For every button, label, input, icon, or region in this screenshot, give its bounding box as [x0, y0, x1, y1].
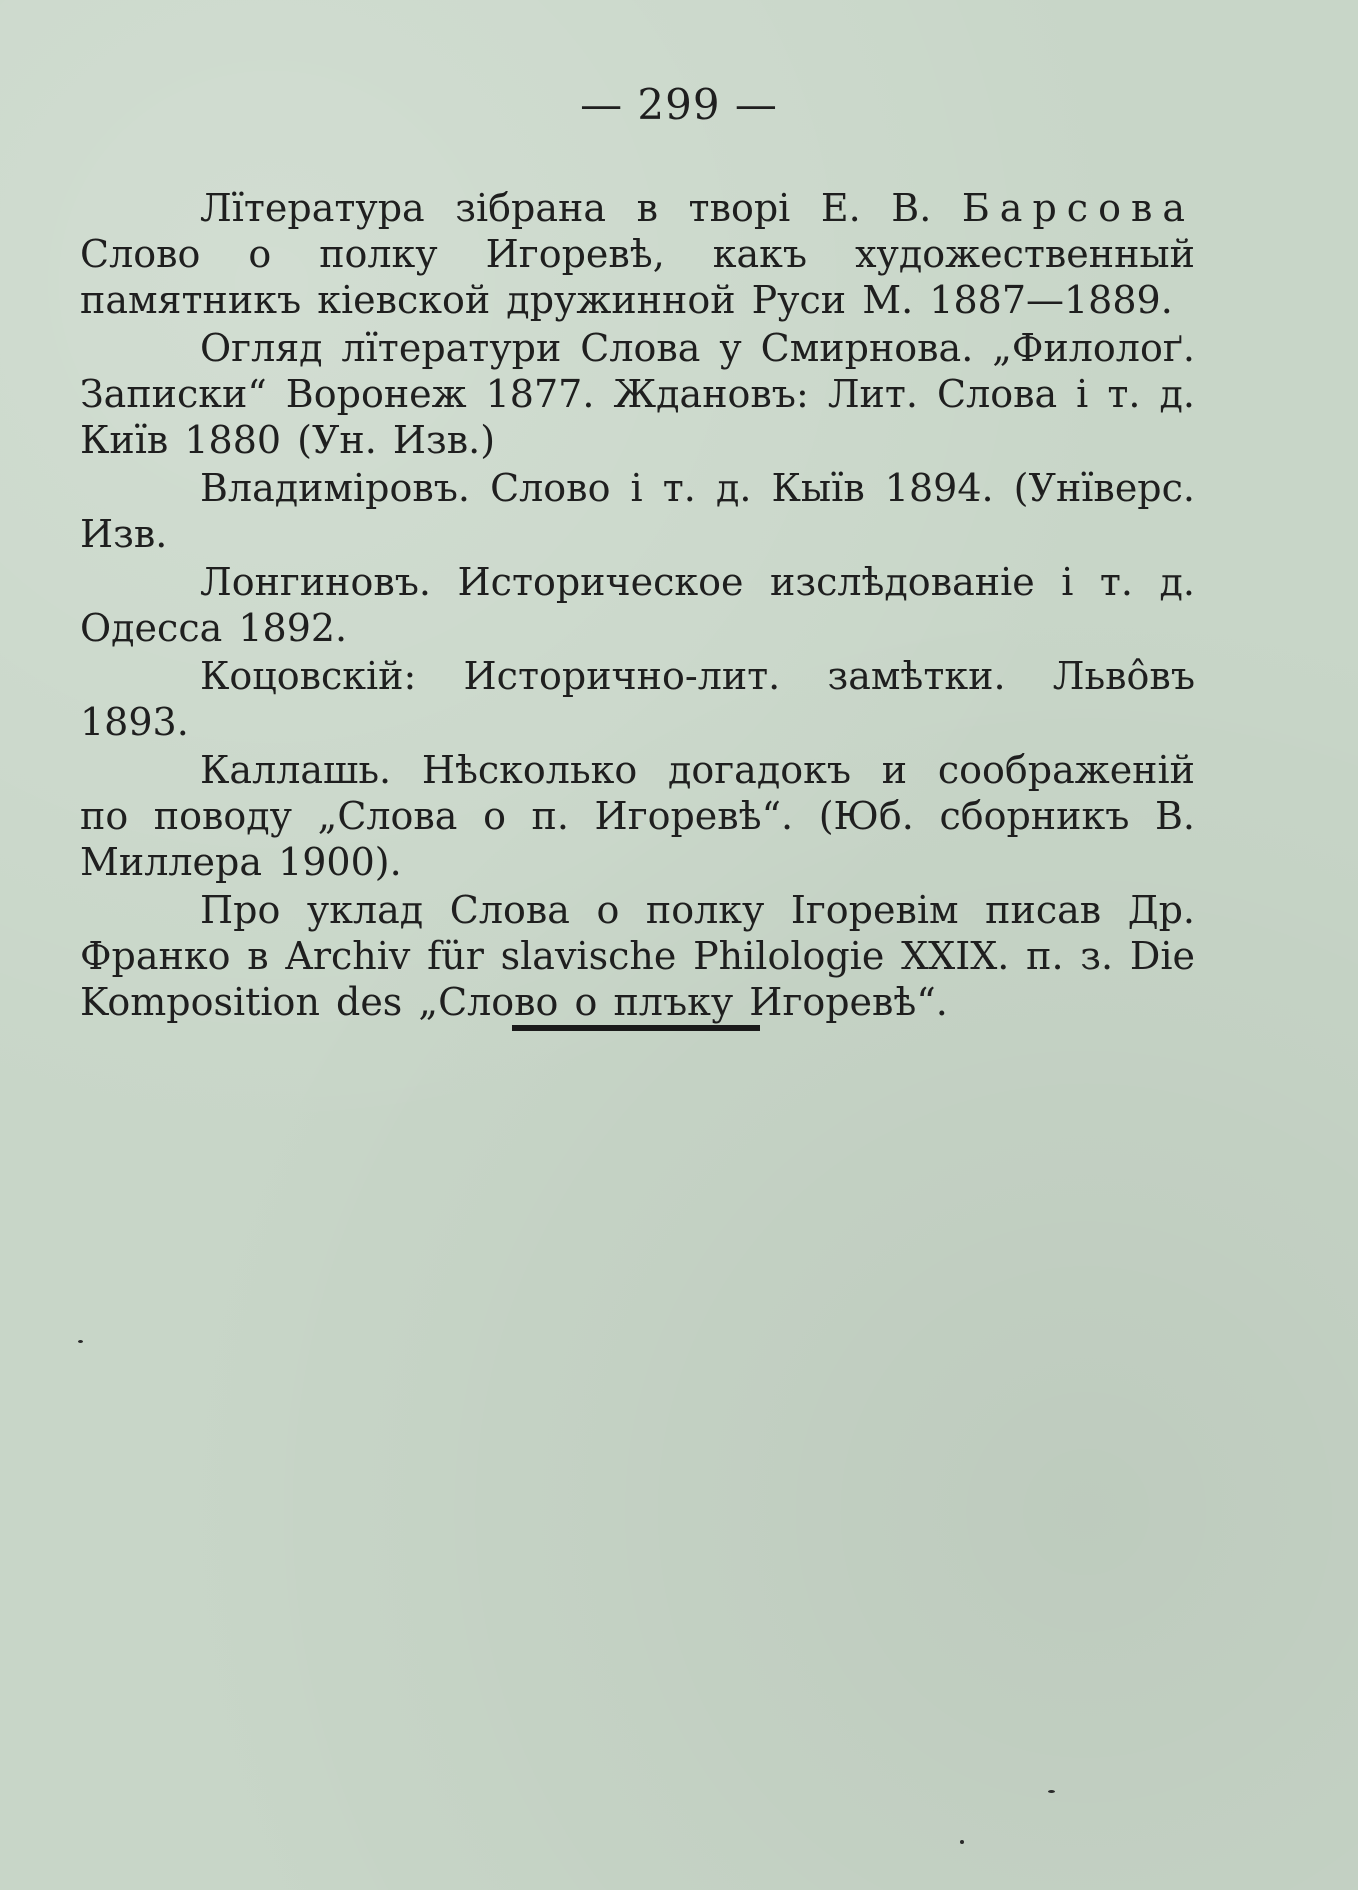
paper-speck	[78, 1340, 83, 1343]
page-number: — 299 —	[580, 80, 778, 129]
section-end-rule	[512, 1025, 760, 1031]
paragraph-longinov: Лонгиновъ. Историческое изслѣдованіе і т. д. Одесса 1892.	[80, 560, 1195, 650]
paragraph-vladimirov: Владиміровъ. Слово і т. д. Кыїв 1894. (Унїверс. Изв.	[80, 466, 1195, 556]
bibliography-text	[80, 185, 1195, 1027]
paragraph-barsov-part-b: Слово о полку Игоревѣ, какъ художественный памятникъ кіевской дружинной Руси М. 1887—1889.	[80, 232, 1195, 322]
paragraph-kotsovsky: Коцовскій: Исторично-лит. замѣтки. Львôвъ 1893.	[80, 654, 1195, 744]
author-name-barsov: Барсова	[961, 186, 1195, 230]
paper-speck	[1048, 1790, 1055, 1793]
paragraph-franko: Про уклад Слова о полку Ігоревім писав Др. Франко в Archiv für slavische Philologie XXIX. п. з. Die Komposition des „Слово о плъку Игоревѣ“.	[80, 888, 1195, 1024]
paragraph-barsov-part-a: Лїтература зібрана в творі Е. В.	[200, 186, 962, 230]
paragraph-kallash: Каллашь. Нѣсколько догадокъ и соображеній по поводу „Слова о п. Игоревѣ“. (Юб. сборникъ В. Миллера 1900).	[80, 748, 1195, 884]
paper-speck	[960, 1840, 964, 1844]
paragraph-smirnov: Огляд лїтератури Слова у Смирнова. „Филолоґ. Записки“ Воронеж 1877. Ждановъ: Лит. Слова і т. д. Київ 1880 (Ун. Изв.)	[80, 326, 1195, 462]
paragraph-barsov	[80, 185, 1195, 323]
